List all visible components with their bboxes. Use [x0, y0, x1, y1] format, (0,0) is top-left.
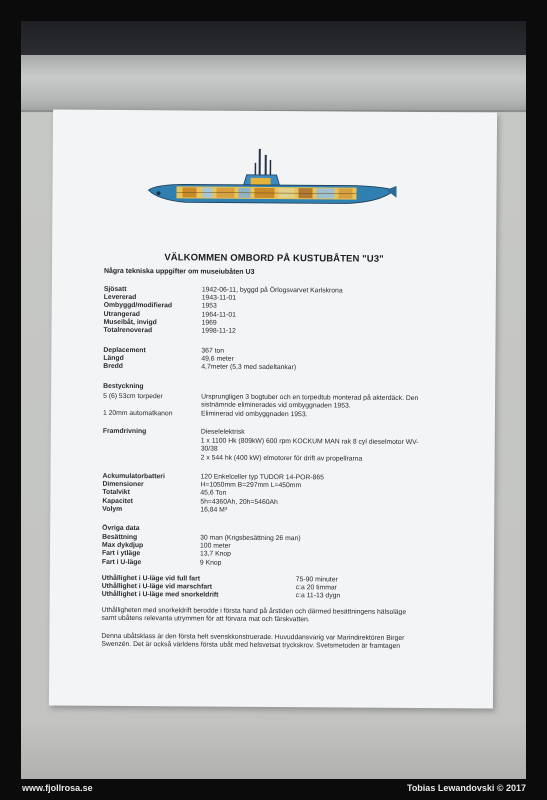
section-heading-other: Övriga data	[102, 524, 140, 533]
spec-value: 367 ton	[201, 347, 225, 355]
spec-label: Ombyggd/modifierad	[103, 302, 173, 310]
propulsion-line: 1 x 1100 Hk (809kW) 600 rpm KOCKUM MAN rak 8 cyl dieselmotor WV-	[200, 437, 419, 447]
spec-value: H=1050mm B=297mm L=450mm	[200, 481, 302, 490]
section-heading-propulsion: Framdrivning	[102, 427, 147, 436]
spec-value: 1953	[201, 302, 217, 310]
info-sheet	[49, 109, 497, 708]
paragraph-line: samt ubåtens relevanta utrymmen för att förvara mat och färskvatten.	[101, 614, 310, 624]
armament-item-2: 1 20mm automatkanon	[102, 409, 173, 418]
paragraph-line: Denna ubåtsklass är den första helt svenskkonstruerade. Huvuddansvarig var Marindirektören Birger	[101, 632, 405, 642]
spec-label: Max dykdjup	[102, 541, 144, 550]
spec-value: 1942-06-11, byggd på Örlogsvarvet Karlskrona	[201, 286, 343, 295]
spec-label: Fart i U-läge	[101, 558, 142, 566]
section-heading-armament: Bestyckning	[103, 382, 144, 391]
spec-label: Ackumulatorbatteri	[102, 472, 165, 481]
spec-value: 5h=4360Ah, 20h=5460Ah	[200, 498, 278, 506]
propulsion-line: 2 x 544 hk (400 kW) elmotorer för drift av propellrarna	[200, 454, 363, 463]
spec-label: Längd	[103, 355, 124, 363]
armament-item-1-desc: sistnämnde eliminerades vid ombyggnaden 1953.	[201, 401, 351, 410]
submarine-cutaway-illustration	[146, 144, 396, 206]
spec-label: Deplacement	[103, 346, 146, 355]
spec-value: 1943-11-01	[201, 294, 237, 302]
armament-item-1-desc: Ursprungligen 3 bogtuber och en torpedtub monterad på akterdäck. Den	[201, 393, 419, 403]
spec-label: Kapacitet	[102, 497, 133, 505]
spec-label: Utrangerad	[103, 310, 140, 318]
armament-item-1: 5 (6) 53cm torpeder	[103, 392, 163, 401]
spec-label: Besättning	[102, 533, 138, 542]
spec-value: 16,84 M³	[200, 506, 228, 514]
spec-value: 1969	[201, 319, 217, 327]
website-credit: www.fjollrosa.se	[22, 783, 93, 793]
spec-label: Bredd	[103, 363, 123, 371]
endurance-label: Uthållighet i U-läge vid full fart	[101, 574, 201, 583]
spec-value: 45,6 Ton	[200, 489, 227, 498]
spec-label: Fart i ytläge	[101, 550, 141, 558]
spec-value: 9 Knop	[199, 559, 222, 567]
spec-value: 49,6 meter	[201, 355, 234, 363]
spec-label: Totalrenoverad	[103, 326, 153, 335]
shelf-edge	[21, 55, 526, 111]
spec-value: 4,7meter (5,3 med sadeltankar)	[201, 363, 297, 372]
dark-background	[21, 21, 526, 55]
paragraph-line: Uthålligheten med snorkeldrift berodde i första hand på årstiden och därmed besättningens hälsoläge	[101, 606, 407, 616]
photo	[21, 21, 526, 779]
spec-value: 120 Enkelceller typ TUDOR 14-POR-865	[200, 473, 324, 482]
spec-label: Volym	[102, 505, 123, 513]
sheet-subtitle: Några tekniska uppgifter om museiubåten U3	[103, 267, 255, 276]
paragraph-line: Swenzén. Det är också världens första ubåt med helsvetsat tryckskrov. Svetsmetoden är framtagen	[101, 640, 401, 650]
spec-label: Museibåt, invigd	[103, 318, 157, 326]
spec-value: 1998-11-12	[201, 327, 236, 335]
propulsion-line: Dieselelektrisk	[200, 428, 245, 436]
sheet-title: VÄLKOMMEN OMBORD PÅ KUSTUBÅTEN "U3"	[164, 252, 384, 265]
spec-value: 100 meter	[200, 542, 231, 550]
spec-label: Levererad	[103, 294, 137, 302]
endurance-label: Uthållighet i U-läge med snorkeldrift	[101, 591, 219, 600]
endurance-value: c:a 20 timmar	[295, 584, 337, 592]
endurance-label: Uthållighet i U-läge vid marschfart	[101, 582, 213, 591]
spec-value: 13,7 Knop	[199, 550, 232, 559]
armament-item-2-desc: Eliminerad vid ombyggnaden 1953.	[200, 410, 308, 419]
photographer-credit: Tobias Lewandovski © 2017	[406, 783, 526, 793]
spec-label: Totalvikt	[102, 489, 130, 497]
spec-value: 30 man (Krigsbesättning 26 man)	[200, 534, 301, 543]
spec-label: Sjösatt	[103, 285, 127, 293]
spec-value: 1964-11-01	[201, 311, 236, 319]
endurance-value: c:a 11-13 dygn	[295, 592, 341, 600]
propulsion-line: 30/38	[200, 445, 218, 453]
endurance-value: 75-90 minuter	[295, 576, 338, 584]
spec-label: Dimensioner	[102, 480, 144, 489]
